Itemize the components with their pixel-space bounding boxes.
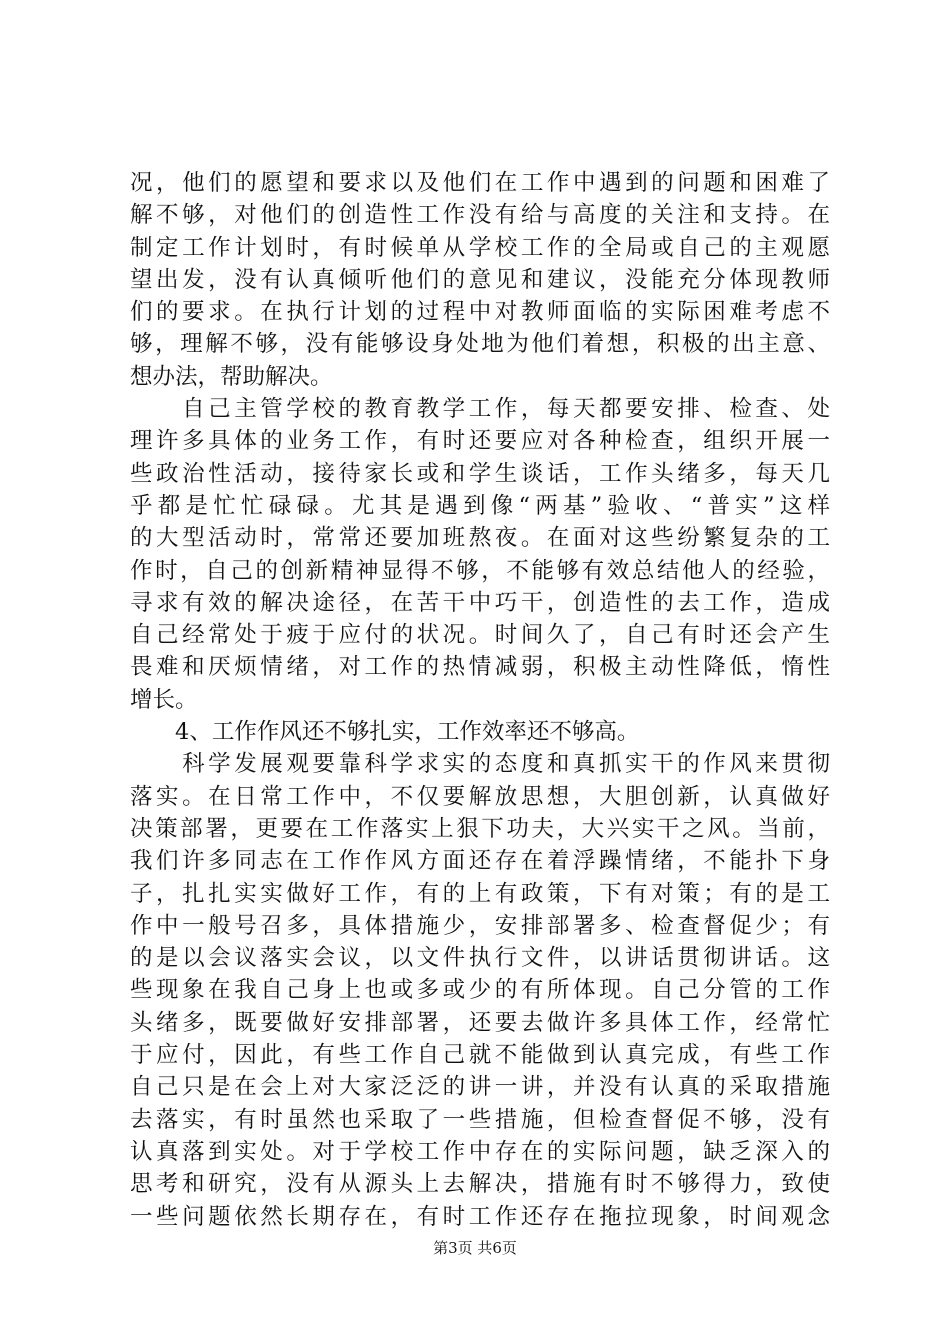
paragraph-end-line: 增长。 (130, 686, 198, 713)
paragraph-start-line: 科学发展观要靠科学求实的态度和真抓实干的作风来贯彻 (130, 751, 830, 778)
text-line: 乎都是忙忙碌碌。尤其是遇到像“两基”验收、“普实”这样 (130, 492, 830, 519)
text-line: 作中一般号召多，具体措施少，安排部署多、检查督促少；有 (130, 912, 830, 939)
text-line: 头绪多，既要做好安排部署，还要去做许多具体工作，经常忙 (130, 1009, 830, 1036)
text-line: 一些问题依然长期存在，有时工作还存在拖拉现象，时间观念 (130, 1203, 830, 1230)
text-line: 畏难和厌烦情绪，对工作的热情减弱，积极主动性降低，惰性 (130, 654, 830, 681)
page-footer: 第3页 共6页 (433, 1239, 517, 1257)
text-line: 寻求有效的解决途径，在苦干中巧干，创造性的去工作，造成 (130, 589, 830, 616)
text-line: 解不够，对他们的创造性工作没有给与高度的关注和支持。在 (130, 202, 830, 229)
paragraph-end-line: 想办法，帮助解决。 (130, 363, 333, 390)
paragraph-start-line: 自己主管学校的教育教学工作，每天都要安排、检查、处 (130, 396, 830, 423)
text-line: 的是以会议落实会议，以文件执行文件，以讲话贯彻讲话。这 (130, 945, 830, 972)
text-line: 些政治性活动，接待家长或和学生谈话，工作头绪多，每天几 (130, 460, 830, 487)
text-line: 作时，自己的创新精神显得不够，不能够有效总结他人的经验， (130, 557, 830, 584)
text-line: 些现象在我自己身上也或多或少的有所体现。自己分管的工作 (130, 977, 830, 1004)
text-line: 去落实，有时虽然也采取了一些措施，但检查督促不够，没有 (130, 1106, 830, 1133)
text-line: 于应付，因此，有些工作自己就不能做到认真完成，有些工作 (130, 1042, 830, 1069)
text-line: 思考和研究，没有从源头上去解决，措施有时不够得力，致使 (130, 1171, 830, 1198)
text-line: 的大型活动时，常常还要加班熬夜。在面对这些纷繁复杂的工 (130, 525, 830, 552)
text-line: 够，理解不够，没有能够设身处地为他们着想，积极的出主意、 (130, 331, 830, 358)
text-line: 子，扎扎实实做好工作，有的上有政策，下有对策；有的是工 (130, 880, 830, 907)
text-line: 理许多具体的业务工作，有时还要应对各种检查，组织开展一 (130, 428, 830, 455)
document-body (130, 167, 830, 1233)
text-line: 我们许多同志在工作作风方面还存在着浮躁情绪，不能扑下身 (130, 848, 830, 875)
section-heading: 4、工作作风还不够扎实，工作效率还不够高。 (130, 719, 640, 746)
text-line: 自己经常处于疲于应付的状况。时间久了，自己有时还会产生 (130, 622, 830, 649)
text-line: 制定工作计划时，有时候单从学校工作的全局或自己的主观愿 (130, 234, 830, 261)
text-line: 决策部署，更要在工作落实上狠下功夫，大兴实干之风。当前， (130, 815, 830, 842)
text-line: 们的要求。在执行计划的过程中对教师面临的实际困难考虑不 (130, 299, 830, 326)
text-line: 落实。在日常工作中，不仅要解放思想，大胆创新，认真做好 (130, 783, 830, 810)
text-line: 况，他们的愿望和要求以及他们在工作中遇到的问题和困难了 (130, 170, 830, 196)
text-line: 自己只是在会上对大家泛泛的讲一讲，并没有认真的采取措施 (130, 1074, 830, 1101)
text-line: 望出发，没有认真倾听他们的意见和建议，没能充分体现教师 (130, 266, 830, 293)
text-line: 认真落到实处。对于学校工作中存在的实际问题，缺乏深入的 (130, 1138, 830, 1165)
